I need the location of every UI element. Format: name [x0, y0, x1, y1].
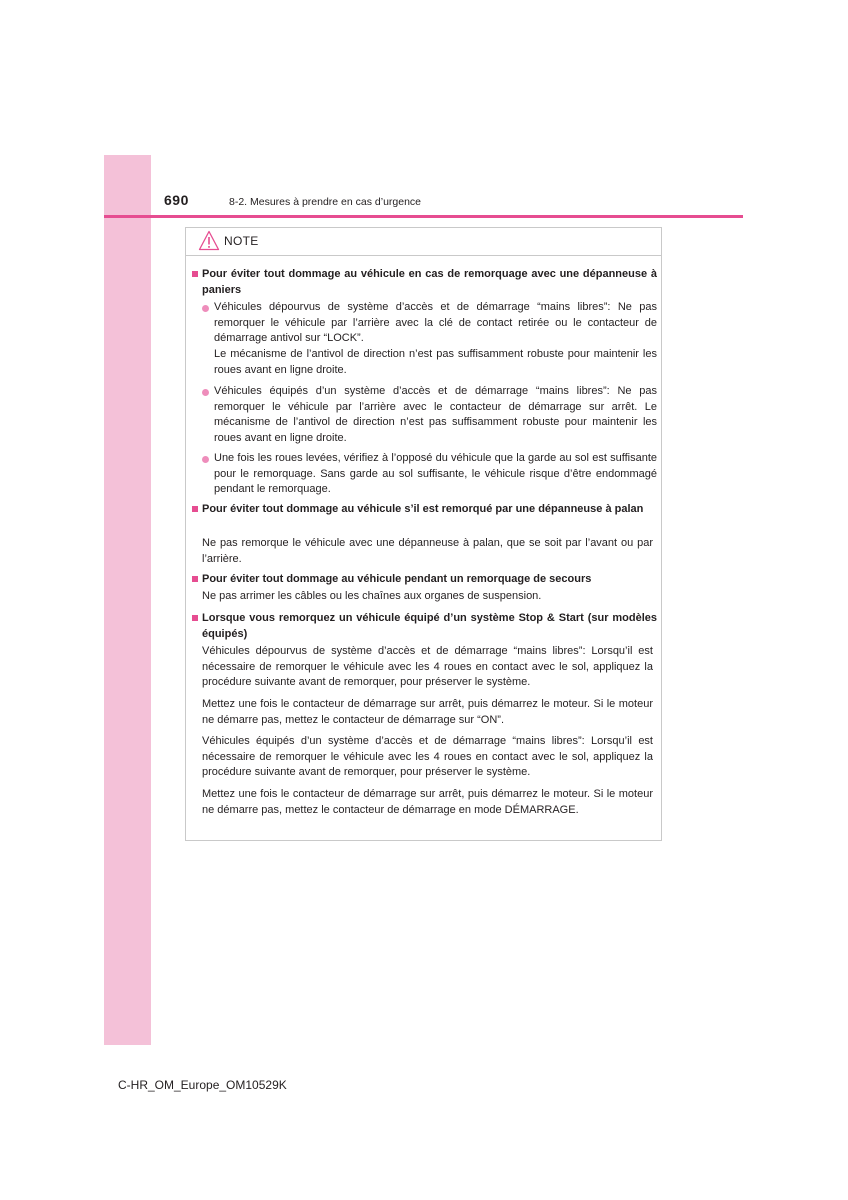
bullet-text: Une fois les roues levées, vérifiez à l’opposé du véhicule que la garde au sol est suffisante pour le remorquage. Sans garde au sol suffisante, le véhicule risque d’être endommagé pendant le remorquage.: [214, 452, 657, 496]
circle-bullet-icon: [202, 305, 209, 312]
circle-bullet-icon: [202, 456, 209, 463]
bullet-text: Véhicules dépourvus de système d’accès et de démarrage “mains libres”: Ne pas remorquer le véhicule par l’arrière avec la clé de contact retirée ou le contacteur de démarrage antivol sur “LOCK”.: [214, 301, 657, 345]
paragraph: Ne pas remorque le véhicule avec une dépanneuse à palan, que se soit par l’avant ou par l’arrière.: [202, 537, 653, 565]
section-heading: Pour éviter tout dommage au véhicule en cas de remorquage avec une dépanneuse à paniers: [202, 268, 657, 296]
header-rule: [104, 215, 743, 218]
section-title: 8-2. Mesures à prendre en cas d’urgence: [229, 196, 422, 208]
bullet-text: Véhicules équipés d’un système d’accès et de démarrage “mains libres”: Ne pas remorquer le véhicule par l’arrière avec le contacteur de démarrage sur arrêt. Le mécanisme de l’antivol de direction n’est pas suffisamment robuste pour maintenir les roues avant en ligne droite.: [214, 385, 657, 444]
note-header: [186, 228, 661, 256]
square-bullet-icon: [192, 506, 198, 512]
section-heading: Pour éviter tout dommage au véhicule s’il est remorqué par une dépanneuse à palan: [202, 503, 644, 515]
section-heading: Pour éviter tout dommage au véhicule pendant un remorquage de secours: [202, 573, 592, 585]
paragraph: Véhicules équipés d’un système d’accès et de démarrage “mains libres”: Lorsqu’il est nécessaire de remorquer le véhicule avec les 4 roues en contact avec le sol, appliquez la procédure suivante avant de remorquer, pour préserver le système.: [202, 735, 653, 779]
note-box: [185, 227, 662, 841]
paragraph: Véhicules dépourvus de système d’accès et de démarrage “mains libres”: Lorsqu’il est nécessaire de remorquer le véhicule avec les 4 roues en contact avec le sol, appliquez la procédure suivante avant de remorquer, pour préserver le système.: [202, 645, 653, 689]
side-tab-bar: [104, 155, 151, 1045]
square-bullet-icon: [192, 615, 198, 621]
section-heading: Lorsque vous remorquez un véhicule équipé d’un système Stop & Start (sur modèles équipés): [202, 612, 657, 640]
note-label: NOTE: [224, 234, 259, 248]
bullet-extra: Le mécanisme de l’antivol de direction n’est pas suffisamment robuste pour maintenir les roues avant en ligne droite.: [214, 348, 657, 376]
square-bullet-icon: [192, 576, 198, 582]
footer-document-code: C-HR_OM_Europe_OM10529K: [118, 1078, 287, 1092]
paragraph: Mettez une fois le contacteur de démarrage sur arrêt, puis démarrez le moteur. Si le moteur ne démarre pas, mettez le contacteur de démarrage en mode DÉMARRAGE.: [202, 788, 653, 816]
page-number: 690: [164, 192, 189, 208]
paragraph: Ne pas arrimer les câbles ou les chaînes aux organes de suspension.: [202, 590, 542, 602]
circle-bullet-icon: [202, 389, 209, 396]
paragraph: Mettez une fois le contacteur de démarrage sur arrêt, puis démarrez le moteur. Si le moteur ne démarre pas, mettez le contacteur de démarrage sur “ON”.: [202, 698, 653, 726]
warning-triangle-icon: [198, 230, 220, 251]
square-bullet-icon: [192, 271, 198, 277]
